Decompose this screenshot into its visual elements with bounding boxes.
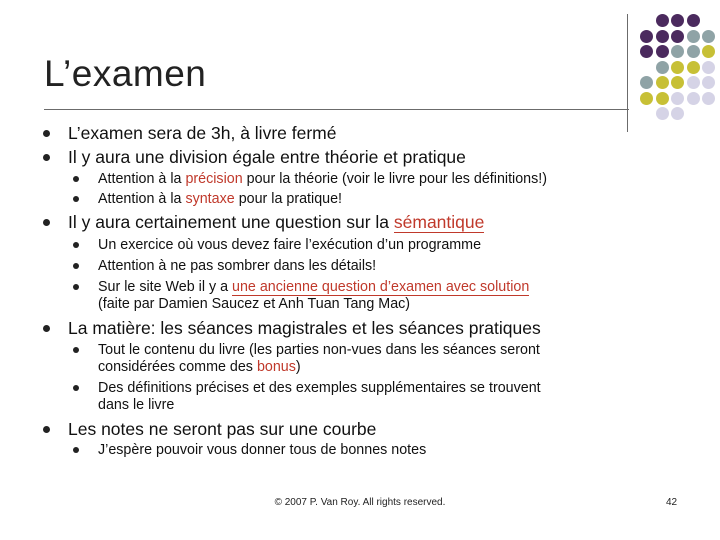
- bullet-text: L’examen sera de 3h, à livre fermé: [68, 123, 337, 143]
- decorative-dot: [702, 30, 715, 43]
- decorative-dot: [702, 45, 715, 58]
- title-rule: [44, 109, 629, 110]
- sub-bullet-text: Des définitions précises et des exemples supplémentaires se trouvent: [98, 380, 541, 396]
- sub-bullet-text: dans le livre: [98, 397, 175, 413]
- vertical-rule: [627, 14, 628, 132]
- highlight-bonus: bonus: [256, 359, 296, 375]
- decorative-dot: [640, 76, 653, 89]
- footer-copyright: © 2007 P. Van Roy. All rights reserved.: [274, 497, 446, 508]
- decorative-dot: [671, 76, 684, 89]
- sub-bullet-icon: [73, 347, 79, 353]
- bullet-icon: [43, 154, 50, 161]
- decorative-dot: [687, 30, 700, 43]
- bullet-icon: [43, 426, 50, 433]
- decorative-dot: [671, 92, 684, 105]
- decorative-dot: [671, 30, 684, 43]
- decorative-dot: [671, 107, 684, 120]
- link-semantique[interactable]: sémantique: [393, 212, 485, 232]
- decorative-dot: [656, 30, 669, 43]
- page-number: 42: [666, 497, 678, 508]
- decorative-dot: [640, 92, 653, 105]
- sub-bullet-text: J’espère pouvoir vous donner tous de bonnes notes: [98, 442, 427, 458]
- decorative-dot: [671, 61, 684, 74]
- decorative-dot: [656, 76, 669, 89]
- decorative-dot: [671, 14, 684, 27]
- decorative-dot: [656, 92, 669, 105]
- bullet-text: Il y aura certainement une question sur la sémantique: [68, 212, 485, 232]
- bullet-text: La matière: les séances magistrales et les séances pratiques: [68, 318, 541, 338]
- decorative-dot: [687, 45, 700, 58]
- sub-bullet-icon: [73, 284, 79, 290]
- decorative-dot: [656, 61, 669, 74]
- sub-bullet-text: Un exercice où vous devez faire l’exécution d’un programme: [98, 237, 482, 253]
- highlight-precision: précision: [185, 171, 243, 187]
- decorative-dot: [640, 30, 653, 43]
- sub-bullet-text: Attention à ne pas sombrer dans les détails!: [98, 258, 377, 274]
- decorative-dot: [702, 76, 715, 89]
- sub-bullet-text: Attention à la syntaxe pour la pratique!: [98, 191, 343, 207]
- decorative-dot: [702, 92, 715, 105]
- decorative-dot: [687, 61, 700, 74]
- decorative-dot: [687, 14, 700, 27]
- slide-title: L’examen: [44, 53, 207, 94]
- bullet-icon: [43, 219, 50, 226]
- sub-bullet-icon: [73, 196, 79, 202]
- decorative-dot: [671, 45, 684, 58]
- decorative-dot: [687, 92, 700, 105]
- sub-bullet-text: Sur le site Web il y a une ancienne question d’examen avec solution: [98, 279, 530, 295]
- link-ancienne-question[interactable]: une ancienne question d’examen avec solution: [232, 279, 530, 295]
- sub-bullet-icon: [73, 242, 79, 248]
- sub-bullet-icon: [73, 447, 79, 453]
- sub-bullet-text: (faite par Damien Saucez et Anh Tuan Tang Mac): [98, 296, 411, 312]
- decorative-dot: [656, 45, 669, 58]
- decorative-dot: [656, 14, 669, 27]
- decorative-dot: [687, 76, 700, 89]
- sub-bullet-icon: [73, 385, 79, 391]
- sub-bullet-text: considérées comme des bonus): [98, 359, 301, 375]
- bullet-text: Les notes ne seront pas sur une courbe: [68, 419, 377, 439]
- sub-bullet-text: Tout le contenu du livre (les parties non-vues dans les séances seront: [98, 342, 540, 358]
- decorative-dot: [656, 107, 669, 120]
- sub-bullet-text: Attention à la précision pour la théorie (voir le livre pour les définitions!): [98, 171, 548, 187]
- decorative-dot: [702, 61, 715, 74]
- highlight-syntaxe: syntaxe: [185, 191, 235, 207]
- bullet-text: Il y aura une division égale entre théorie et pratique: [68, 147, 466, 167]
- sub-bullet-icon: [73, 263, 79, 269]
- decorative-dot: [640, 45, 653, 58]
- bullet-icon: [43, 130, 50, 137]
- bullet-icon: [43, 325, 50, 332]
- sub-bullet-icon: [73, 176, 79, 182]
